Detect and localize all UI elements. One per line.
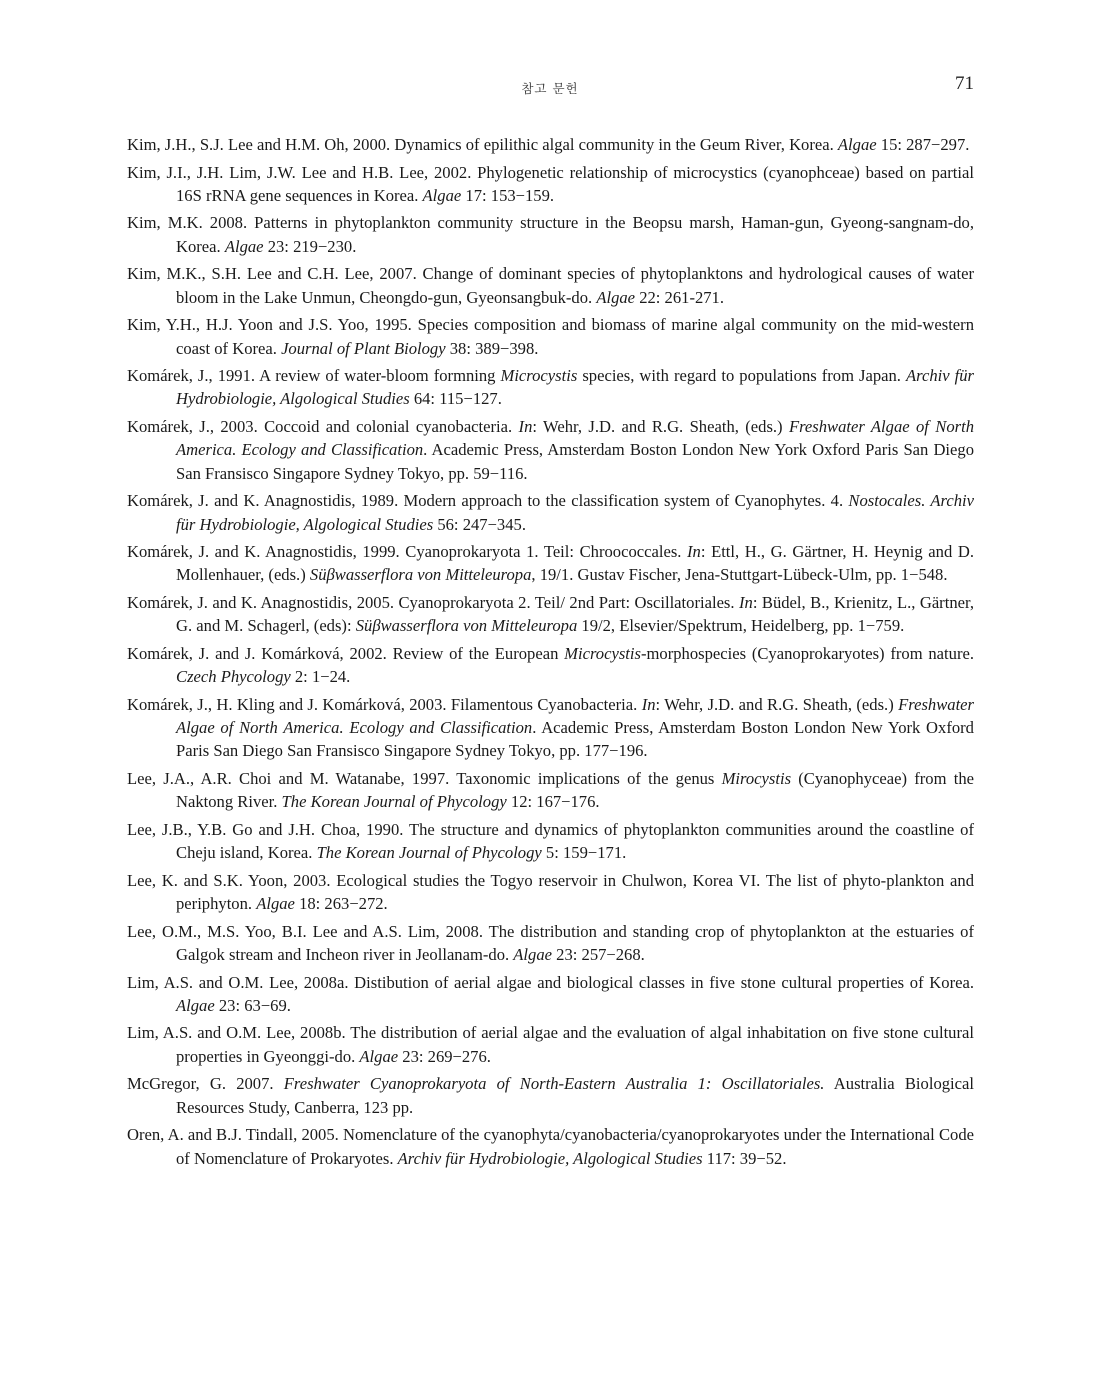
reference-text: Komárek, J. and K. Anagnostidis, 1989. Modern approach to the classification system of Cyanophytes. 4. <box>127 491 849 511</box>
reference-text: Australia Biological Resources Study, Canberra, 123 pp. <box>176 1074 974 1117</box>
reference-text: Komárek, J. and J. Komárková, 2002. Review of the European <box>127 643 565 663</box>
reference-text: Komárek, J. and K. Anagnostidis, 2005. Cyanoprokaryota 2. Teil/ 2nd Part: Oscillatoriales. <box>127 593 739 613</box>
reference-italic-text: Algae <box>596 287 636 307</box>
reference-entry <box>127 869 974 916</box>
reference-text: 23: 219−230. <box>263 236 357 256</box>
reference-text: 5: 159−171. <box>541 843 627 863</box>
reference-text: Komárek, J., H. Kling and J. Komárková, 2003. Filamentous Cyanobacteria. <box>127 694 642 714</box>
reference-italic-text: Czech Phycology <box>176 667 291 687</box>
reference-text: 117: 39−52. <box>702 1148 787 1168</box>
reference-entry <box>127 161 974 208</box>
reference-entry <box>127 642 974 689</box>
reference-italic-text: In <box>739 593 753 613</box>
reference-list <box>127 133 974 1174</box>
reference-text: Lee, K. and S.K. Yoon, 2003. Ecological studies the Togyo reservoir in Chulwon, Korea VI. The list of phyto-plankton and periphyton. <box>127 870 974 914</box>
reference-italic-text: Journal of Plant Biology <box>281 338 446 358</box>
reference-italic-text: Freshwater Algae of North America. Ecology and Classification <box>176 694 975 738</box>
reference-text: Kim, Y.H., H.J. Yoon and J.S. Yoo, 1995. Species composition and biomass of marine algal community on the mid-western coast of Korea. <box>127 315 974 358</box>
running-title: 참고 문헌 <box>521 81 579 96</box>
reference-text: Lim, A.S. and O.M. Lee, 2008b. The distribution of aerial algae and the evaluation of algal inhabitation on five stone cultural properties in Gyeonggi-do. <box>127 1023 974 1066</box>
reference-text: 17: 153−159. <box>461 185 555 205</box>
reference-text: 12: 167−176. <box>506 792 600 812</box>
reference-italic-text: Algae <box>513 944 553 964</box>
reference-text: : Büdel, B., Krienitz, L., Gärtner, G. and M. Schagerl, (eds): <box>176 593 974 636</box>
page-number: 71 <box>955 73 974 94</box>
reference-text: 23: 257−268. <box>552 944 645 964</box>
reference-text: species, with regard to populations from Japan. <box>577 366 906 386</box>
reference-text: 56: 247−345. <box>433 514 526 534</box>
reference-italic-text: Algae <box>422 185 462 205</box>
reference-text: Komárek, J., 1991. A review of water-bloom formning <box>127 366 501 386</box>
reference-entry <box>127 920 974 967</box>
reference-entry <box>127 489 974 536</box>
reference-entry <box>127 415 974 485</box>
reference-text: Lee, O.M., M.S. Yoo, B.I. Lee and A.S. Lim, 2008. The distribution and standing crop of phytoplankton at the estuaries of Galgok stream and Incheon river in Jeollanam-do. <box>127 921 974 964</box>
reference-text: 15: 287−297. <box>876 135 970 154</box>
reference-text: 38: 389−398. <box>445 338 539 358</box>
reference-text: Komárek, J. and K. Anagnostidis, 1999. Cyanoprokaryota 1. Teil: Chroococcales. <box>127 542 688 562</box>
reference-italic-text: Microcystis <box>500 366 578 386</box>
reference-italic-text: Microcystis <box>564 643 641 663</box>
reference-text: , 19/1. Gustav Fischer, Jena-Stuttgart-Lübeck-Ulm, pp. 1−548. <box>531 565 948 585</box>
reference-italic-text: Algae <box>359 1046 399 1066</box>
reference-entry <box>127 1021 974 1068</box>
reference-italic-text: Süβwasserflora von Mitteleuropa <box>355 616 578 636</box>
reference-text: 22: 261-271. <box>635 287 725 307</box>
reference-italic-text: Nostocales. Archiv für Hydrobiologie, Algological Studies <box>176 491 974 534</box>
reference-entry <box>127 1123 974 1170</box>
reference-text: Komárek, J., 2003. Coccoid and colonial cyanobacteria. <box>127 417 519 437</box>
reference-italic-text: In <box>518 417 533 437</box>
reference-text: 18: 263−272. <box>294 894 388 914</box>
reference-entry <box>127 767 974 814</box>
reference-italic-text: In <box>641 694 656 714</box>
reference-italic-text: Algae <box>176 995 215 1015</box>
reference-text: . Academic Press, Amsterdam Boston London New York Oxford Paris San Diego San Fransisco Singapore Sydney Tokyo, pp. 59−116. <box>176 440 974 483</box>
reference-italic-text: Algae <box>224 236 264 256</box>
reference-text: -morphospecies (Cyanoprokaryotes) from nature. <box>640 643 974 663</box>
page-header <box>0 73 1100 97</box>
reference-text: 19/2, Elsevier/Spektrum, Heidelberg, pp. 1−759. <box>577 616 905 636</box>
reference-italic-text: Freshwater Algae of North America. Ecology and Classification <box>176 417 974 460</box>
reference-text: (Cyanophyceae) from the Naktong River. <box>176 768 974 812</box>
reference-italic-text: Archiv für Hydrobiologie, Algological Studies <box>176 366 974 409</box>
reference-entry <box>127 693 974 763</box>
reference-text: 2: 1−24. <box>290 667 351 687</box>
reference-text: 23: 269−276. <box>398 1046 491 1066</box>
reference-entry <box>127 313 974 360</box>
reference-text: 23: 63−69. <box>214 995 291 1015</box>
reference-italic-text: Algae <box>256 894 295 914</box>
reference-text: Kim, J.I., J.H. Lim, J.W. Lee and H.B. Lee, 2002. Phylogenetic relationship of microcystics (cyanophceae) based on partial 16S rRNA gene sequences in Korea. <box>127 162 974 205</box>
reference-text: . Academic Press, Amsterdam Boston London New York Oxford Paris San Diego San Fransisco Singapore Sydney Tokyo, pp. 177−196. <box>176 718 974 761</box>
reference-text: Lee, J.B., Y.B. Go and J.H. Choa, 1990. The structure and dynamics of phytoplankton communities around the coastline of Cheju island, Korea. <box>127 819 974 863</box>
reference-text: Lee, J.A., A.R. Choi and M. Watanabe, 1997. Taxonomic implications of the genus <box>127 768 722 788</box>
reference-entry <box>127 211 974 258</box>
reference-entry <box>127 818 974 865</box>
reference-text: Oren, A. and B.J. Tindall, 2005. Nomenclature of the cyanophyta/cyanobacteria/cyanoprokaryotes under the International Code of Nomenclature of Prokaryotes. <box>127 1125 974 1168</box>
reference-entry <box>127 364 974 411</box>
reference-text: : Wehr, J.D. and R.G. Sheath, (eds.) <box>655 694 899 714</box>
reference-text: Kim, M.K. 2008. Patterns in phytoplankton community structure in the Beopsu marsh, Haman-gun, Gyeong-sangnam-do, Korea. <box>127 213 974 256</box>
reference-italic-text: In <box>687 542 701 562</box>
reference-italic-text: Süβwasserflora von Mitteleuropa <box>309 565 532 585</box>
reference-text: McGregor, G. 2007. <box>127 1074 284 1094</box>
reference-entry <box>127 1072 974 1119</box>
reference-text: : Ettl, H., G. Gärtner, H. Heynig and D. Mollenhauer, (eds.) <box>176 542 974 585</box>
reference-italic-text: Mirocystis <box>721 768 792 788</box>
reference-italic-text: Freshwater Cyanoprokaryota of North-Eastern Australia 1: Oscillatoriales. <box>283 1074 825 1094</box>
reference-entry <box>127 262 974 309</box>
reference-entry <box>127 540 974 587</box>
reference-text: Kim, J.H., S.J. Lee and H.M. Oh, 2000. Dynamics of epilithic algal community in the Geum River, Korea. <box>127 135 838 154</box>
reference-text: Kim, M.K., S.H. Lee and C.H. Lee, 2007. Change of dominant species of phytoplanktons and hydrological causes of water bloom in the Lake Unmun, Cheongdo-gun, Gyeonsangbuk-do. <box>127 264 974 307</box>
reference-italic-text: The Korean Journal of Phycology <box>316 843 542 863</box>
reference-entry <box>127 133 974 156</box>
reference-text: 64: 115−127. <box>409 389 502 409</box>
reference-italic-text: Archiv für Hydrobiologie, Algological Studies <box>397 1148 703 1168</box>
reference-italic-text: The Korean Journal of Phycology <box>281 792 507 812</box>
reference-italic-text: Algae <box>837 135 877 154</box>
reference-entry <box>127 971 974 1018</box>
reference-text: : Wehr, J.D. and R.G. Sheath, (eds.) <box>532 417 789 437</box>
reference-entry <box>127 591 974 638</box>
reference-text: Lim, A.S. and O.M. Lee, 2008a. Distibution of aerial algae and biological classes in five stone cultural properties of Korea. <box>127 972 974 992</box>
